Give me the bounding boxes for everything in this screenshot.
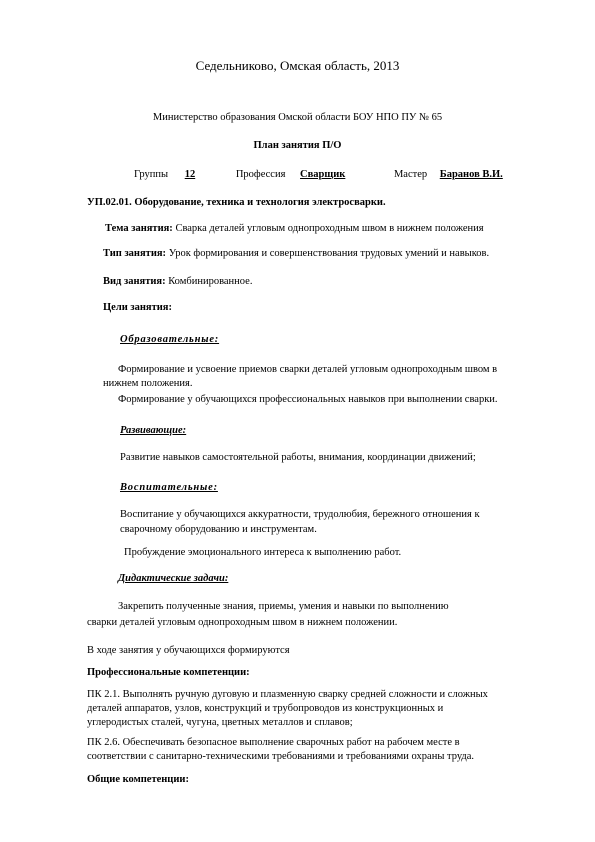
master-value: Баранов В.И. [439,169,503,180]
developing-heading: Развивающие: [120,425,187,436]
lesson-kind-text: Комбинированное. [165,276,253,287]
lesson-kind-label: Вид занятия: [103,276,166,287]
formed-intro: В ходе занятия у обучающихся формируются [87,645,290,656]
master-label: Мастер [393,169,428,180]
didactic-line2: сварки деталей угловым однопроходным швом в нижнем положении. [87,617,398,628]
pk26-line2: соответствии с санитарно-техническими требованиями и требованиями охраны труда. [87,751,475,762]
upbringing-p2: Пробуждение эмоционального интереса к выполнению работ. [124,547,402,558]
didactic-heading: Дидактические задачи: [118,573,229,584]
topic-text: Сварка деталей угловым однопроходным швом в нижнем положения [172,223,484,234]
location-year: Седельниково, Омская область, 2013 [195,58,400,73]
group-label: Группы [134,169,169,180]
lesson-type-label: Тип занятия: [103,248,167,259]
plan-title: План занятия П/О [253,140,342,151]
pk21-line1: ПК 2.1. Выполнять ручную дуговую и плазменную сварку средней сложности и сложных [87,689,488,700]
educational-p1-line1: Формирование и усвоение приемов сварки деталей угловым однопроходным швом в [118,364,498,375]
pk26-line1: ПК 2.6. Обеспечивать безопасное выполнение сварочных работ на рабочем месте в [87,737,460,748]
educational-heading: Образовательные: [120,334,220,345]
prof-comp-heading: Профессиональные компетенции: [87,667,250,678]
educational-p2: Формирование у обучающихся профессиональных навыков при выполнении сварки. [118,394,498,405]
goals-label: Цели занятия: [103,302,172,313]
module-title: УП.02.01. Оборудование, техника и технология электросварки. [87,197,386,208]
lesson-type-line [103,247,489,260]
pk21-line3: углеродистых сталей, чугуна, цветных металлов и сплавов; [87,717,353,728]
educational-p1-line2: нижнем положения. [103,378,193,389]
profession-label: Профессия [235,169,286,180]
upbringing-heading: Воспитательные: [120,482,218,493]
upbringing-p1-line2: сварочному оборудованию и инструментам. [120,524,317,535]
developing-p1: Развитие навыков самостоятельной работы, внимания, координации движений; [120,452,476,463]
ministry-line: Министерство образования Омской области БОУ НПО ПУ № 65 [152,112,443,123]
lesson-type-text: Урок формирования и совершенствования трудовых умений и навыков. [166,248,490,259]
group-line [134,168,503,181]
upbringing-p1-line1: Воспитание у обучающихся аккуратности, трудолюбия, бережного отношения к [120,509,480,520]
topic-label: Тема занятия: [105,223,173,234]
lesson-kind-line [103,275,252,288]
pk21-line2: деталей аппаратов, узлов, конструкций и трубопроводов из конструкционных и [87,703,444,714]
topic-line [105,222,484,235]
didactic-line1: Закрепить полученные знания, приемы, умения и навыки по выполнению [118,601,449,612]
profession-value: Сварщик [300,169,346,180]
group-value: 12 [184,169,196,180]
general-comp-heading: Общие компетенции: [87,774,189,785]
